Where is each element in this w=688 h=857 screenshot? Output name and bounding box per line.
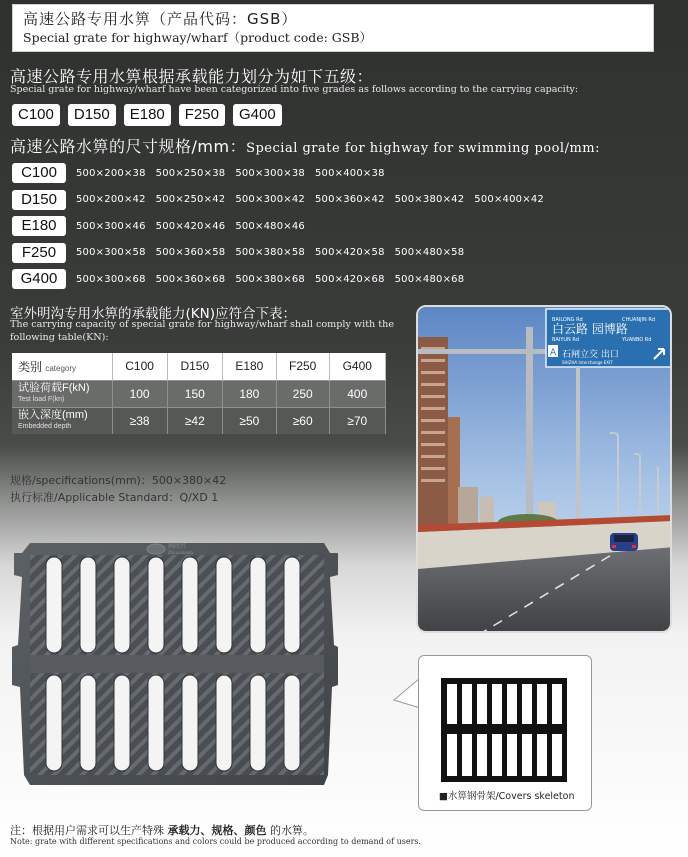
note-prefix: 注：根据用户需求可以生产特殊 xyxy=(10,824,168,837)
table-cell: ≥70 xyxy=(329,407,385,434)
header-col: G400 xyxy=(329,353,385,380)
table-cell: ≥38 xyxy=(112,407,167,434)
size-dim: 500×250×42 xyxy=(155,194,226,206)
size-row-grade: E180 xyxy=(12,216,66,236)
spec-size: 规格/specifications(mm)：500×380×42 xyxy=(10,474,227,487)
logo-cn: 洲欣兴 xyxy=(168,543,187,550)
size-dim: 500×420×46 xyxy=(155,220,226,232)
sign-top-text: 白云路 园博路 xyxy=(552,322,628,336)
size-dim: 500×300×38 xyxy=(235,167,305,179)
grade-chip-e180: E180 xyxy=(124,104,171,126)
size-dim: 500×250×38 xyxy=(155,167,226,179)
table-cell: ≥42 xyxy=(167,407,222,434)
size-dim: 500×480×58 xyxy=(394,247,465,259)
note-en: Note: grate with different specifications and colors could be produced according to demand of users. xyxy=(10,837,422,846)
table-row xyxy=(12,407,386,434)
header-col: F250 xyxy=(276,353,329,380)
row-label-cn: 嵌入深度(mm) xyxy=(18,408,88,421)
size-row-g400 xyxy=(12,266,602,292)
skeleton-label: ■水箅钢骨架/Covers skeleton xyxy=(439,791,575,802)
header-col: D150 xyxy=(167,353,222,380)
size-row-grade: C100 xyxy=(12,163,66,183)
size-dim: 500×380×58 xyxy=(235,247,305,259)
size-dim: 500×360×42 xyxy=(314,194,385,206)
size-row-grade: G400 xyxy=(12,269,66,289)
size-dim: 500×200×42 xyxy=(76,194,146,206)
table-cell: 400 xyxy=(329,380,385,407)
sign-en-4: YUANBO Rd xyxy=(622,337,652,343)
logo-icon xyxy=(147,544,165,554)
size-dim: 500×400×42 xyxy=(474,194,544,206)
page-title-en: Special grate for highway/wharf（product code: GSB） xyxy=(23,30,373,45)
logo-en: Zhouxinxing xyxy=(168,550,193,555)
table-cell: 250 xyxy=(276,380,329,407)
table-cell: 100 xyxy=(112,380,167,407)
skeleton-callout xyxy=(418,655,592,811)
sizes-heading xyxy=(10,134,600,157)
grades-heading: 高速公路专用水箅根据承载能力划分为如下五级： xyxy=(10,67,374,86)
size-dim: 500×200×38 xyxy=(76,167,146,179)
header-col: E180 xyxy=(222,353,276,380)
highway-photo xyxy=(416,305,672,633)
sign-bottom-en: SHIZHA Interchange EXIT xyxy=(562,360,613,365)
size-dim: 500×480×68 xyxy=(394,273,465,285)
size-dim: 500×360×68 xyxy=(155,273,226,285)
row-label-cn: 试验荷载F(kN) xyxy=(18,381,90,394)
size-dim: 500×400×38 xyxy=(314,167,385,179)
size-row-e180 xyxy=(12,213,602,239)
skeleton-grid-icon xyxy=(441,678,567,782)
table-cell: ≥50 xyxy=(222,407,276,434)
note-cn xyxy=(10,822,314,838)
header-col: C100 xyxy=(112,353,167,380)
header-category-en: category xyxy=(45,363,77,373)
capacity-table-header xyxy=(12,353,386,380)
sign-a: A xyxy=(550,348,557,358)
table-cell: 150 xyxy=(167,380,222,407)
row-label xyxy=(12,380,112,407)
sign-en-1: BAILONG Rd xyxy=(552,317,583,323)
row-label-en: Embedded depth xyxy=(18,422,72,430)
grade-chip-f250: F250 xyxy=(179,104,225,126)
size-dim: 500×380×42 xyxy=(394,194,465,206)
page-title: 高速公路专用水箅（产品代码：GSB） xyxy=(23,10,298,28)
grate-product-image xyxy=(8,535,344,797)
header-category-cn: 类别 xyxy=(18,359,43,374)
sizes-heading-en: Special grate for highway for swimming pool/mm: xyxy=(246,141,601,156)
capacity-table xyxy=(12,353,386,434)
size-dim: 500×420×58 xyxy=(314,247,385,259)
highway-photo-illustration xyxy=(418,307,672,633)
sign-en-3: BAIYUN Rd xyxy=(552,337,580,343)
grade-chips xyxy=(12,104,282,126)
size-dim: 500×300×46 xyxy=(76,220,146,232)
size-row-grade: D150 xyxy=(12,190,66,210)
size-table xyxy=(12,160,602,293)
grade-chip-c100: C100 xyxy=(12,104,60,126)
table-cell: 180 xyxy=(222,380,276,407)
size-row-c100 xyxy=(12,160,602,186)
sizes-heading-cn: 高速公路水箅的尺寸规格/mm： xyxy=(10,137,247,156)
capacity-heading: 室外明沟专用水箅的承载能力(KN)应符合下表： xyxy=(10,306,296,322)
grades-heading-en: Special grate for highway/wharf have been categorized into five grades as follows according to the carrying capacity: xyxy=(10,84,579,95)
title-box xyxy=(12,4,654,52)
sign-en-2: CHUANJIN Rd xyxy=(622,317,655,323)
size-row-grade: F250 xyxy=(12,243,66,263)
size-dim: 500×300×58 xyxy=(76,247,146,259)
grade-chip-d150: D150 xyxy=(68,104,116,126)
size-dim: 500×300×42 xyxy=(235,194,305,206)
sign-bottom-text: 石闸立交 出口 xyxy=(562,350,619,360)
size-row-d150 xyxy=(12,187,602,213)
header-category xyxy=(12,353,112,380)
table-cell: ≥60 xyxy=(276,407,329,434)
size-dim: 500×420×68 xyxy=(314,273,385,285)
table-row xyxy=(12,380,386,407)
size-dim: 500×300×68 xyxy=(76,273,146,285)
note-suffix: 的水箅。 xyxy=(266,824,314,837)
size-row-f250 xyxy=(12,240,602,266)
size-dim: 500×480×46 xyxy=(235,220,305,232)
grade-chip-g400: G400 xyxy=(233,104,282,126)
size-dim: 500×360×58 xyxy=(155,247,226,259)
capacity-heading-en: The carrying capacity of special grate for highway/wharf shall comply with the following table(KN): xyxy=(10,319,394,343)
spec-standard: 执行标准/Applicable Standard：Q/XD 1 xyxy=(10,491,219,504)
row-label-en: Test load F(kn) xyxy=(18,395,65,403)
note-bold: 承载力、规格、颜色 xyxy=(167,824,267,837)
size-dim: 500×380×68 xyxy=(235,273,305,285)
row-label xyxy=(12,407,112,434)
